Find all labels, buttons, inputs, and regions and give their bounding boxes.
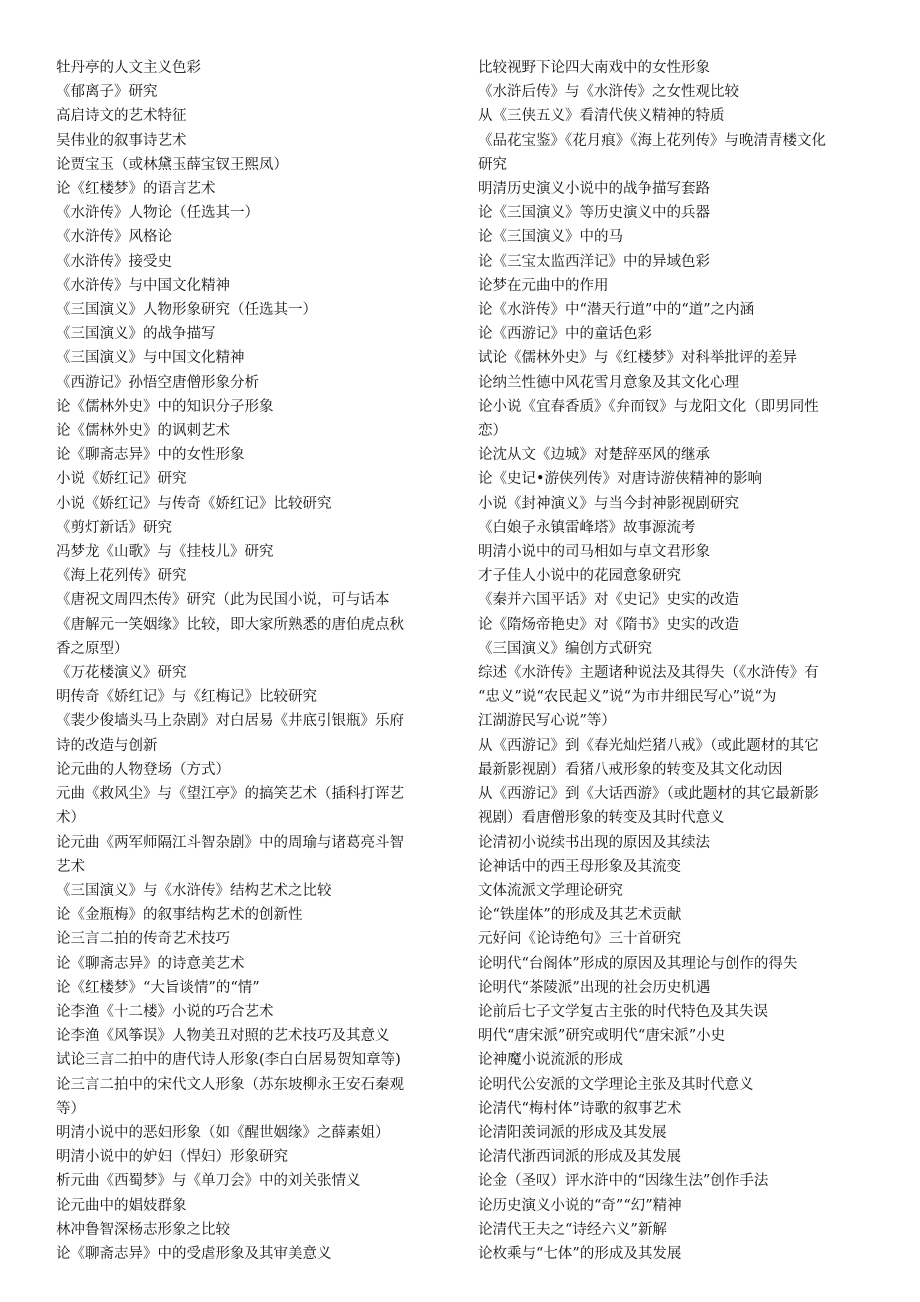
topic-item: 牡丹亭的人文主义色彩 bbox=[56, 60, 201, 76]
topic-item: 《剪灯新话》研究 bbox=[56, 519, 172, 536]
topic-item: 论明代公安派的文学理论主张及其时代意义 bbox=[478, 1076, 754, 1093]
left-topic-list bbox=[56, 56, 448, 1266]
topic-item: 明传奇《娇红记》与《红梅记》比较研究 bbox=[56, 689, 317, 706]
topic-item: 论贾宝玉（或林黛玉薛宝钗王熙凤） bbox=[56, 156, 288, 173]
topic-item: 论纳兰性德中风花雪月意象及其文化心理 bbox=[478, 374, 739, 391]
topic-item: 试论三言二拍中的唐代诗人形象(李白白居易贺知章等) bbox=[56, 1052, 401, 1069]
topic-item: 高启诗文的艺术特征 bbox=[56, 108, 187, 125]
topic-item: 论明代“茶陵派”出现的社会历史机遇 bbox=[478, 979, 711, 996]
topic-item: 从《三侠五义》看清代侠义精神的特质 bbox=[478, 108, 725, 125]
topic-item: 论历史演义小说的“奇”“幻”精神 bbox=[478, 1197, 682, 1214]
topic-item: 论《儒林外史》的讽刺艺术 bbox=[56, 423, 230, 440]
topic-item: 论《三宝太监西洋记》中的异域色彩 bbox=[478, 253, 710, 270]
topic-item: 《唐祝文周四杰传》研究（此为民国小说，可与话本 《唐解元一笑姻缘》比较，即大家所熟悉的唐伯虎点秋 香之原型） bbox=[56, 592, 404, 657]
topic-item: 论李渔《十二楼》小说的巧合艺术 bbox=[56, 1003, 274, 1020]
topic-item: 明清小说中的恶妇形象（如《醒世姻缘》之薛素姐） bbox=[56, 1124, 390, 1141]
topic-item: 论明代“台阁体”形成的原因及其理论与创作的得失 bbox=[478, 955, 798, 972]
topic-item: 论元曲《两军师隔江斗智杂剧》中的周瑜与诸葛亮斗智 艺术 bbox=[56, 834, 404, 875]
topic-item: 《郁离子》研究 bbox=[56, 84, 158, 101]
topic-item: 元曲《救风尘》与《望江亭》的搞笑艺术（插科打诨艺 术） bbox=[56, 786, 404, 827]
topic-item: 《水浒传》接受史 bbox=[56, 253, 172, 270]
topic-item: 论枚乘与“七体”的形成及其发展 bbox=[478, 1245, 682, 1262]
topic-item: 综述《水浒传》主题诸种说法及其得失（《水浒传》有 “忠义”说“农民起义”说“为市井细民写心”说“为 江湖游民写心说”等） bbox=[478, 665, 819, 730]
topic-item: 论神话中的西王母形象及其流变 bbox=[478, 858, 681, 875]
topic-item: 论《三国演义》中的马 bbox=[478, 229, 623, 246]
topic-item: 论前后七子文学复古主张的时代特色及其失误 bbox=[478, 1003, 768, 1020]
topic-item: 《秦并六国平话》对《史记》史实的改造 bbox=[478, 592, 739, 609]
topic-item: 《万花楼演义》研究 bbox=[56, 665, 187, 682]
topic-item: 《水浒传》人物论（任选其一） bbox=[56, 205, 259, 222]
topic-item: 文体流派文学理论研究 bbox=[478, 882, 623, 899]
topic-item: 论“铁崖体”的形成及其艺术贡献 bbox=[478, 907, 682, 924]
topic-item: 论三言二拍中的宋代文人形象（苏东坡柳永王安石秦观 等） bbox=[56, 1076, 404, 1117]
topic-item: 《海上花列传》研究 bbox=[56, 568, 187, 585]
topic-item: 从《西游记》到《春光灿烂猪八戒》（或此题材的其它 最新影视剧）看猪八戒形象的转变及其文化动因 bbox=[478, 737, 819, 778]
topic-item: 论《隋炀帝艳史》对《隋书》史实的改造 bbox=[478, 616, 739, 633]
topic-item: 才子佳人小说中的花园意象研究 bbox=[478, 568, 681, 585]
topic-item: 《西游记》孙悟空唐僧形象分析 bbox=[56, 374, 259, 391]
topic-item: 《三国演义》与中国文化精神 bbox=[56, 350, 245, 367]
topic-item: 论《聊斋志异》中的女性形象 bbox=[56, 447, 245, 464]
topic-item: 《三国演义》的战争描写 bbox=[56, 326, 216, 343]
topic-item: 试论《儒林外史》与《红楼梦》对科举批评的差异 bbox=[478, 350, 797, 367]
topic-item: 论《儒林外史》中的知识分子形象 bbox=[56, 398, 274, 415]
topic-item: 《三国演义》与《水浒传》结构艺术之比较 bbox=[56, 882, 332, 899]
topic-item: 论沈从文《边城》对楚辞巫风的继承 bbox=[478, 447, 710, 464]
topic-item: 论神魔小说流派的形成 bbox=[478, 1052, 623, 1069]
topic-item: 《裴少俊墙头马上杂剧》对白居易《井底引银瓶》乐府 诗的改造与创新 bbox=[56, 713, 404, 754]
topic-item: 论清代浙西词派的形成及其发展 bbox=[478, 1149, 681, 1166]
topic-item: 析元曲《西蜀梦》与《单刀会》中的刘关张情义 bbox=[56, 1173, 361, 1190]
topic-item: 小说《娇红记》与传奇《娇红记》比较研究 bbox=[56, 495, 332, 512]
topic-item: 论元曲中的娼妓群象 bbox=[56, 1197, 187, 1214]
topic-item: 明清历史演义小说中的战争描写套路 bbox=[478, 181, 710, 198]
topic-item: 论李渔《风筝误》人物美丑对照的艺术技巧及其意义 bbox=[56, 1028, 390, 1045]
topic-item: 论三言二拍的传奇艺术技巧 bbox=[56, 931, 230, 948]
topic-item: 元好问《论诗绝句》三十首研究 bbox=[478, 931, 681, 948]
topic-item: 《水浒后传》与《水浒传》之女性观比较 bbox=[478, 84, 739, 101]
topic-item: 明清小说中的司马相如与卓文君形象 bbox=[478, 544, 710, 561]
topic-item: 明清小说中的妒妇（悍妇）形象研究 bbox=[56, 1149, 288, 1166]
topic-item: 吴伟业的叙事诗艺术 bbox=[56, 132, 187, 149]
topic-item: 论《聊斋志异》中的受虐形象及其审美意义 bbox=[56, 1245, 332, 1262]
topic-item: 小说《娇红记》研究 bbox=[56, 471, 187, 488]
topic-item: 论《金瓶梅》的叙事结构艺术的创新性 bbox=[56, 907, 303, 924]
topic-item: 从《西游记》到《大话西游》（或此题材的其它最新影 视剧）看唐僧形象的转变及其时代意义 bbox=[478, 786, 819, 827]
topic-item: 小说《封神演义》与当今封神影视剧研究 bbox=[478, 495, 739, 512]
right-topic-list bbox=[478, 56, 870, 1266]
topic-item: 《三国演义》人物形象研究（任选其一） bbox=[56, 302, 317, 319]
topic-item: 《品花宝鉴》《花月痕》《海上花列传》与晚清青楼文化 研究 bbox=[478, 132, 826, 173]
topic-item: 论《聊斋志异》的诗意美艺术 bbox=[56, 955, 245, 972]
topic-item: 论《红楼梦》的语言艺术 bbox=[56, 181, 216, 198]
topic-item: 冯梦龙《山歌》与《挂枝儿》研究 bbox=[56, 544, 274, 561]
topic-item: 论清代“梅村体”诗歌的叙事艺术 bbox=[478, 1100, 682, 1117]
topic-item: 《水浒传》与中国文化精神 bbox=[56, 277, 230, 294]
topic-item: 论梦在元曲中的作用 bbox=[478, 277, 609, 294]
topic-item: 论《红楼梦》“大旨谈情”的“情” bbox=[56, 979, 260, 996]
topic-item: 《三国演义》编创方式研究 bbox=[478, 640, 652, 657]
topic-item: 《白娘子永镇雷峰塔》故事源流考 bbox=[478, 519, 696, 536]
topic-item: 论清阳羡词派的形成及其发展 bbox=[478, 1124, 667, 1141]
topic-item: 明代“唐宋派”研究或明代“唐宋派”小史 bbox=[478, 1028, 726, 1045]
topic-item: 论清代王夫之“诗经六义”新解 bbox=[478, 1221, 667, 1238]
topic-item: 《水浒传》风格论 bbox=[56, 229, 172, 246]
topic-item: 林冲鲁智深杨志形象之比较 bbox=[56, 1221, 230, 1238]
topic-item: 论金（圣叹）评水浒中的“因缘生法”创作手法 bbox=[478, 1173, 769, 1190]
topic-item: 比较视野下论四大南戏中的女性形象 bbox=[478, 60, 710, 76]
topic-item: 论《史记•游侠列传》对唐诗游侠精神的影响 bbox=[478, 471, 763, 488]
topic-item: 论小说《宜春香质》《弁而钗》与龙阳文化（即男同性 恋） bbox=[478, 398, 819, 440]
topic-item: 论《水浒传》中“潜天行道”中的“道”之内涵 bbox=[478, 302, 755, 319]
topic-item: 论《三国演义》等历史演义中的兵器 bbox=[478, 205, 710, 222]
topic-item: 论《西游记》中的童话色彩 bbox=[478, 326, 652, 343]
topic-item: 论清初小说续书出现的原因及其续法 bbox=[478, 834, 710, 851]
topic-item: 论元曲的人物登场（方式） bbox=[56, 761, 230, 778]
